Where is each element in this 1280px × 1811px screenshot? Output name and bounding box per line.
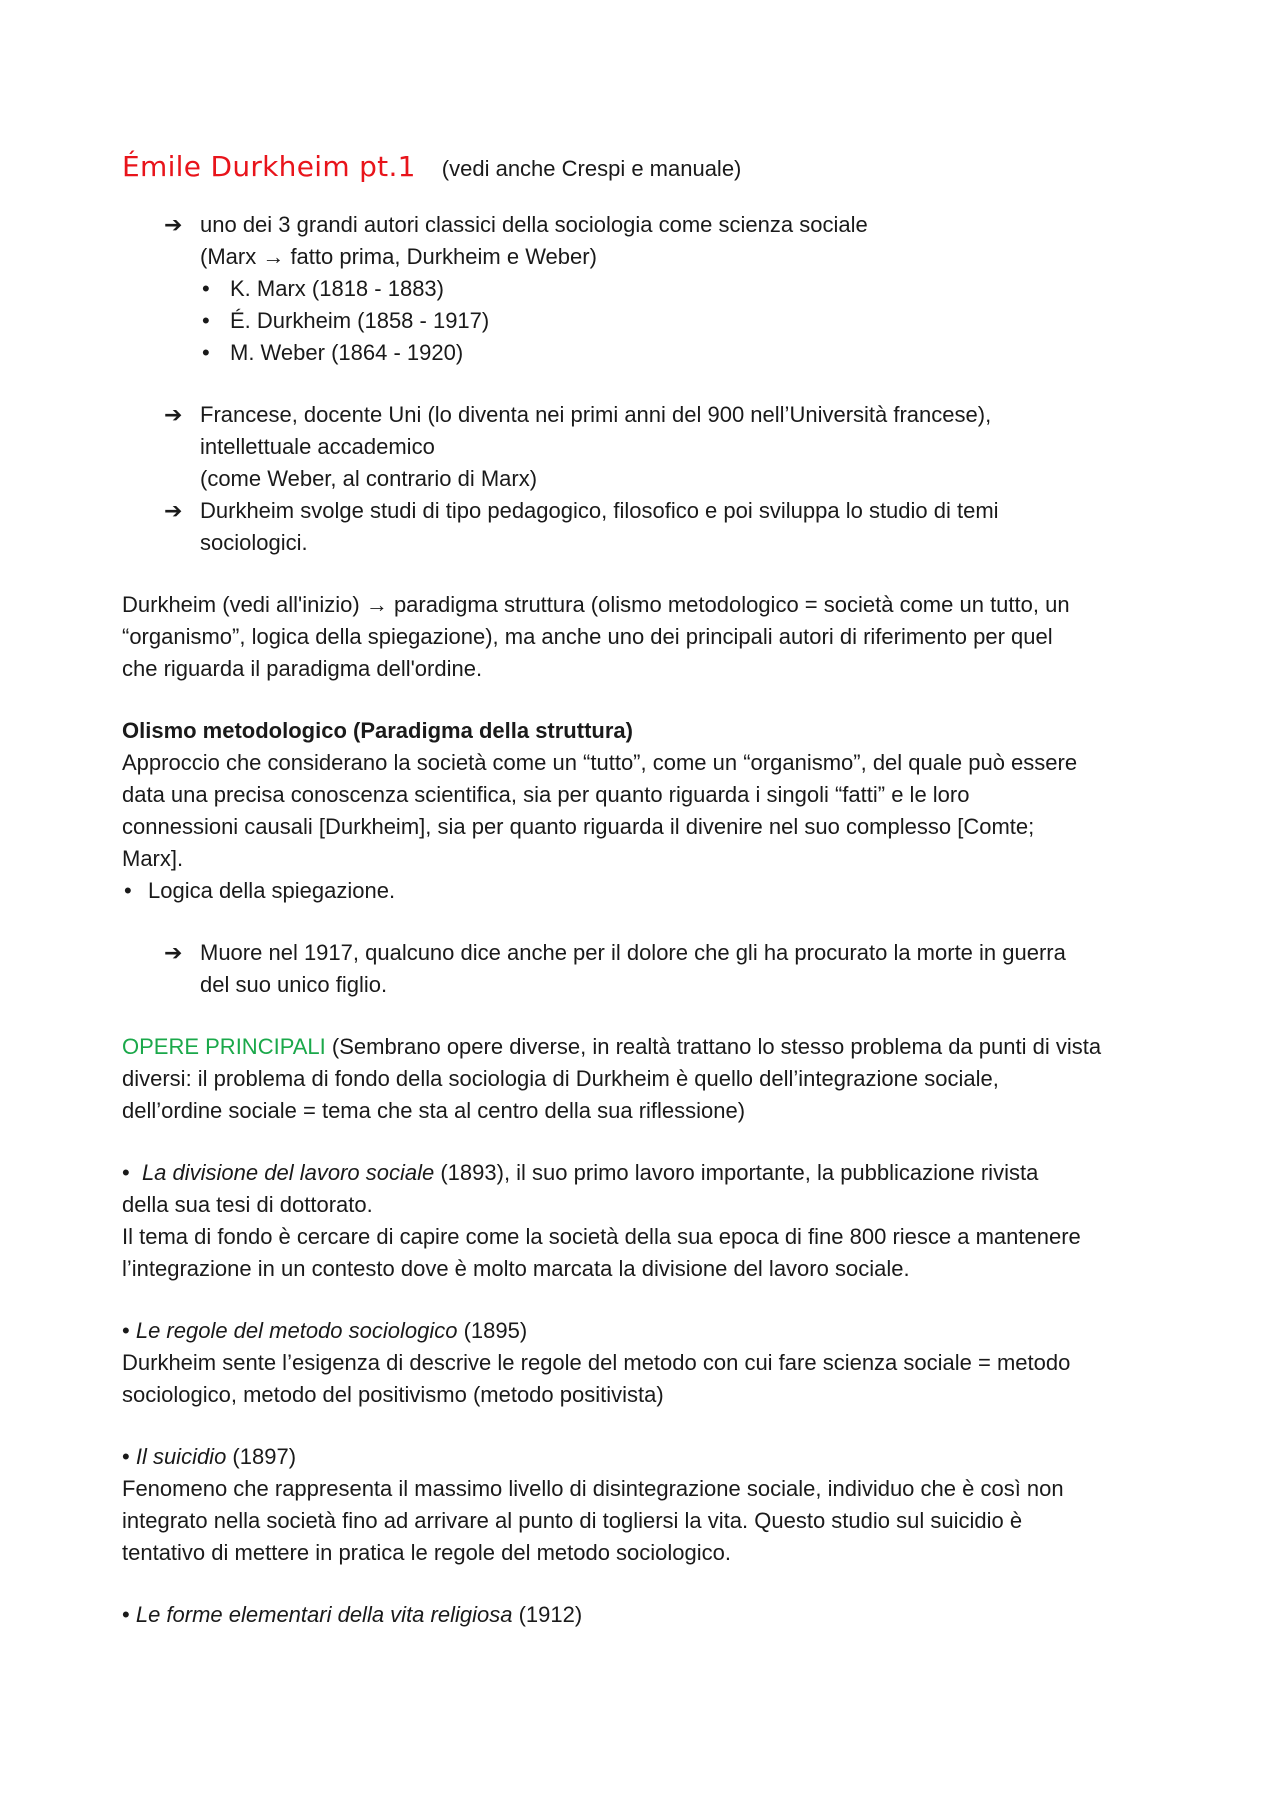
paragraph-line: sociologico, metodo del positivismo (metodo positivista) xyxy=(122,1382,664,1407)
bio-line: (come Weber, al contrario di Marx) xyxy=(200,466,538,491)
work-religion xyxy=(122,1599,1172,1631)
bullet-dot-icon: • xyxy=(202,276,210,301)
section-heading: Olismo metodologico (Paradigma della struttura) xyxy=(122,718,633,743)
paragraph-line: integrato nella società fino ad arrivare al punto di togliersi la vita. Questo studio sul suicidio è xyxy=(122,1508,1023,1533)
work-suicide xyxy=(122,1441,1172,1569)
paragraph-line: che riguarda il paradigma dell'ordine. xyxy=(122,656,483,681)
holism-section xyxy=(122,715,1172,907)
arrow-right-icon: ➔ xyxy=(164,212,183,237)
paragraph-line: Durkheim (vedi all'inizio) → paradigma struttura (olismo metodologico = società come un tutto, un xyxy=(122,592,1070,617)
paragraph-line: Il tema di fondo è cercare di capire come la società della sua epoca di fine 800 riesce a mantenere xyxy=(122,1224,1081,1249)
paragraph-line: Fenomeno che rappresenta il massimo livello di disintegrazione sociale, individuo che è così non xyxy=(122,1476,1064,1501)
page-subtitle: (vedi anche Crespi e manuale) xyxy=(441,156,742,181)
bio-line: intellettuale accademico xyxy=(200,434,435,459)
paragraph-line: Marx]. xyxy=(122,846,184,871)
list-item: • M. Weber (1864 - 1920) xyxy=(200,337,868,369)
paragraph-line: Durkheim sente l’esigenza di descrive le regole del metodo con cui fare scienza sociale = metodo xyxy=(122,1350,1071,1375)
paragraph-line: diversi: il problema di fondo della sociologia di Durkheim è quello dell’integrazione sociale, xyxy=(122,1066,999,1091)
death-line: Muore nel 1917, qualcuno dice anche per il dolore che gli ha procurato la morte in guerra xyxy=(200,940,1066,965)
death-item xyxy=(122,937,1172,1001)
bullet-dot-icon: • xyxy=(122,1602,136,1627)
bullet-dot-icon: • xyxy=(202,308,210,333)
paragraph-line: della sua tesi di dottorato. xyxy=(122,1192,373,1217)
list-item: • É. Durkheim (1858 - 1917) xyxy=(200,305,868,337)
works-label: OPERE PRINCIPALI xyxy=(122,1034,326,1059)
work-rules xyxy=(122,1315,1172,1411)
bio-item xyxy=(122,399,1172,495)
arrow-right-icon: ➔ xyxy=(164,498,183,523)
work-title-line: • Il suicidio (1897) xyxy=(122,1444,297,1469)
paragraph-line: connessioni causali [Durkheim], sia per quanto riguarda il divenire nel suo complesso [Comte; xyxy=(122,814,1035,839)
studies-item xyxy=(122,495,1172,559)
arrow-right-icon: ➔ xyxy=(164,402,183,427)
authors-list xyxy=(200,273,868,369)
title-line xyxy=(122,150,1172,183)
bullet-dot-icon: • xyxy=(202,340,210,365)
paragraph-line: tentativo di mettere in pratica le regole del metodo sociologico. xyxy=(122,1540,732,1565)
paragraph-line: OPERE PRINCIPALI (Sembrano opere diverse, in realtà trattano lo stesso problema da punti di vista xyxy=(122,1034,1102,1059)
work-title-line: • Le forme elementari della vita religiosa (1912) xyxy=(122,1602,583,1627)
death-line: del suo unico figlio. xyxy=(200,972,388,997)
bullet-dot-icon: • xyxy=(122,1160,142,1185)
bullet-dot-icon: • xyxy=(124,878,132,903)
works-intro xyxy=(122,1031,1172,1127)
paradigm-paragraph xyxy=(122,589,1172,685)
work-title-line: • La divisione del lavoro sociale (1893), il suo primo lavoro importante, la pubblicazione rivista xyxy=(122,1160,1039,1185)
paragraph-line: Approccio che considerano la società come un “tutto”, come un “organismo”, del quale può essere xyxy=(122,750,1078,775)
bullet-dot-icon: • xyxy=(122,1318,136,1343)
studies-line: sociologici. xyxy=(200,530,308,555)
arrow-right-icon: ➔ xyxy=(164,940,183,965)
studies-line: Durkheim svolge studi di tipo pedagogico, filosofico e poi sviluppa lo studio di temi xyxy=(200,498,999,523)
work-title-line: • Le regole del metodo sociologico (1895) xyxy=(122,1318,528,1343)
intro-line: uno dei 3 grandi autori classici della sociologia come scienza sociale xyxy=(200,212,868,237)
page-title: Émile Durkheim pt.1 xyxy=(122,150,416,183)
bio-line: Francese, docente Uni (lo diventa nei primi anni del 900 nell’Università francese), xyxy=(200,402,992,427)
paragraph-line: “organismo”, logica della spiegazione), ma anche uno dei principali autori di riferimento per quel xyxy=(122,624,1053,649)
paragraph-line: data una precisa conoscenza scientifica, sia per quanto riguarda i singoli “fatti” e le loro xyxy=(122,782,970,807)
work-division xyxy=(122,1157,1172,1285)
document-page xyxy=(122,150,1172,1631)
list-item: • Logica della spiegazione. xyxy=(122,875,1172,907)
intro-item xyxy=(122,209,1172,369)
intro-line: (Marx → fatto prima, Durkheim e Weber) xyxy=(200,244,597,269)
paragraph-line: l’integrazione in un contesto dove è molto marcata la divisione del lavoro sociale. xyxy=(122,1256,910,1281)
paragraph-line: dell’ordine sociale = tema che sta al centro della sua riflessione) xyxy=(122,1098,746,1123)
list-item: • K. Marx (1818 - 1883) xyxy=(200,273,868,305)
bullet-dot-icon: • xyxy=(122,1444,136,1469)
